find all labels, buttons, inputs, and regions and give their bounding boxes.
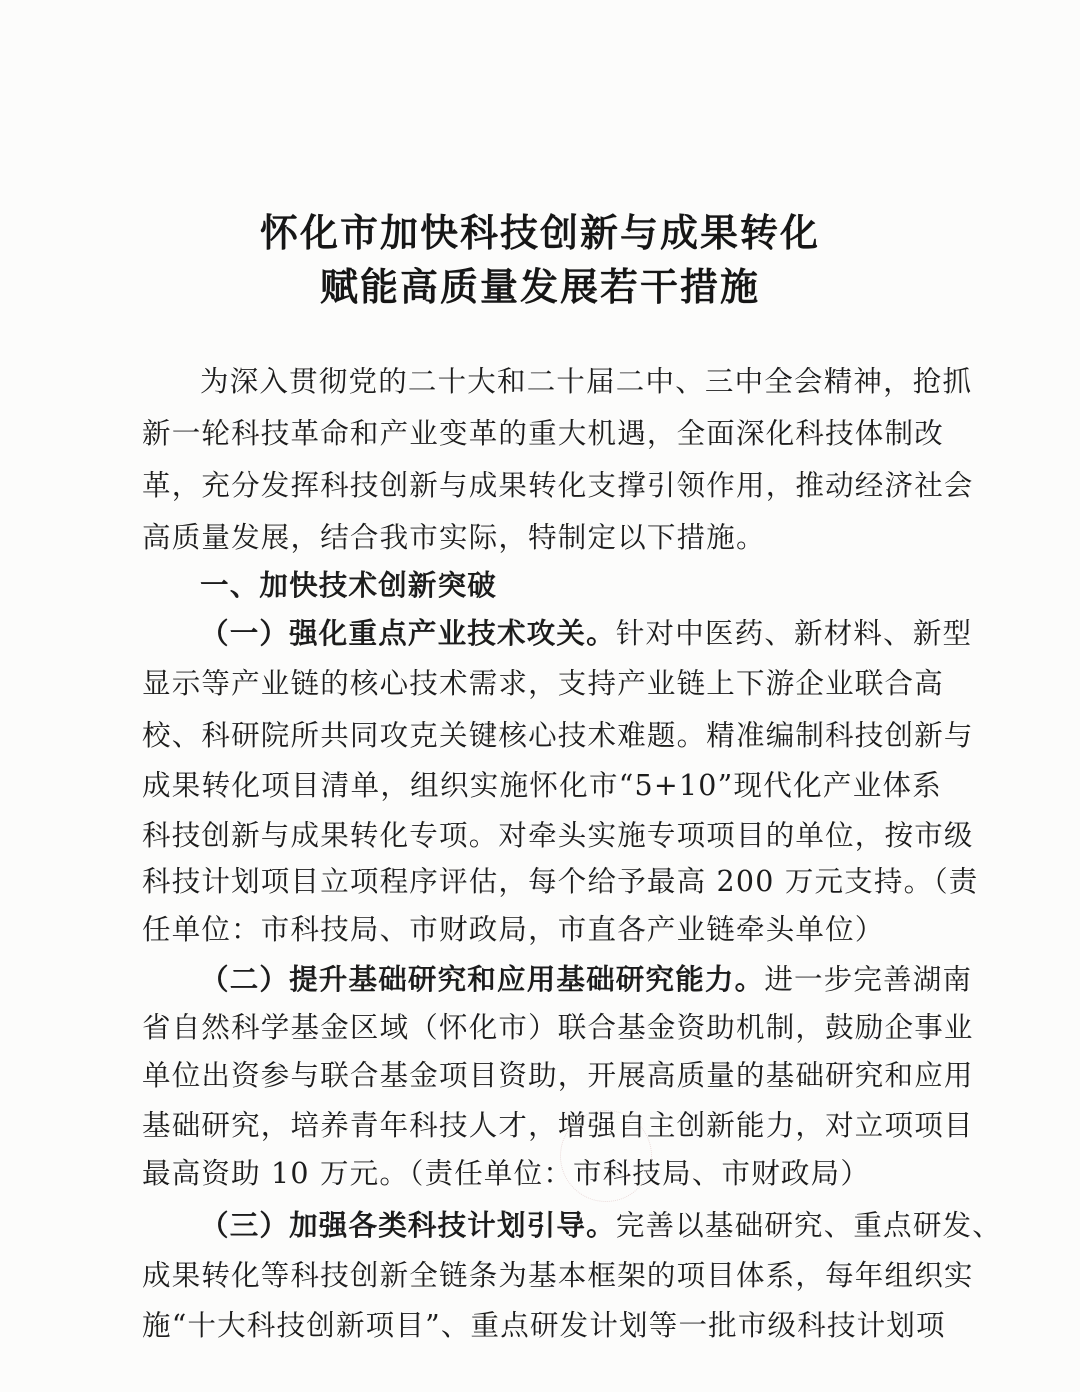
item2-line: 省自然科学基金区域（怀化市）联合基金资助机制，鼓励企事业 bbox=[142, 1011, 974, 1044]
item1-line: 显示等产业链的核心技术需求，支持产业链上下游企业联合高 bbox=[142, 667, 944, 700]
item2-line: 单位出资参与联合基金项目资助，开展高质量的基础研究和应用 bbox=[142, 1059, 974, 1092]
item1-first-rest: 针对中医药、新材料、新型 bbox=[615, 617, 973, 650]
item1-line: 任单位：市科技局、市财政局，市直各产业链牵头单位） bbox=[142, 913, 885, 946]
item1-line: 科技计划项目立项程序评估，每个给予最高 200 万元支持。（责 bbox=[142, 865, 979, 898]
intro-line: 高质量发展，结合我市实际，特制定以下措施。 bbox=[142, 521, 766, 554]
item1-line: 科技创新与成果转化专项。对牵头实施专项项目的单位，按市级 bbox=[142, 819, 974, 852]
item1-line: 校、科研院所共同攻克关键核心技术难题。精准编制科技创新与 bbox=[142, 719, 974, 752]
item1-lead: （一）强化重点产业技术攻关。 bbox=[200, 617, 616, 650]
item2-lead: （二）提升基础研究和应用基础研究能力。 bbox=[200, 963, 765, 996]
faint-seal-mark bbox=[560, 1110, 652, 1202]
item2-first-rest: 进一步完善湖南 bbox=[764, 963, 973, 996]
item2-first-line bbox=[200, 960, 973, 1000]
item3-lead: （三）加强各类科技计划引导。 bbox=[200, 1209, 616, 1242]
document-title-line-2: 赋能高质量发展若干措施 bbox=[319, 265, 760, 309]
document-title-line-1: 怀化市加快科技创新与成果转化 bbox=[259, 211, 820, 255]
item3-first-rest: 完善以基础研究、重点研发、 bbox=[615, 1209, 1002, 1242]
item2-line: 最高资助 10 万元。（责任单位：市科技局、市财政局） bbox=[142, 1157, 871, 1190]
intro-line: 革，充分发挥科技创新与成果转化支撑引领作用，推动经济社会 bbox=[142, 469, 974, 502]
item3-line: 施“十大科技创新项目”、重点研发计划等一批市级科技计划项 bbox=[142, 1309, 946, 1342]
intro-line: 为深入贯彻党的二十大和二十届二中、三中全会精神，抢抓 bbox=[200, 365, 973, 398]
item3-line: 成果转化等科技创新全链条为基本框架的项目体系，每年组织实 bbox=[142, 1259, 974, 1292]
item1-line: 成果转化项目清单，组织实施怀化市“5+10”现代化产业体系 bbox=[142, 769, 942, 802]
item1-first-line bbox=[200, 614, 973, 654]
section-heading: 一、加快技术创新突破 bbox=[200, 569, 498, 602]
item2-line: 基础研究，培养青年科技人才，增强自主创新能力，对立项项目 bbox=[142, 1109, 974, 1142]
item3-first-line bbox=[200, 1206, 1002, 1246]
intro-line: 新一轮科技革命和产业变革的重大机遇，全面深化科技体制改 bbox=[142, 417, 944, 450]
